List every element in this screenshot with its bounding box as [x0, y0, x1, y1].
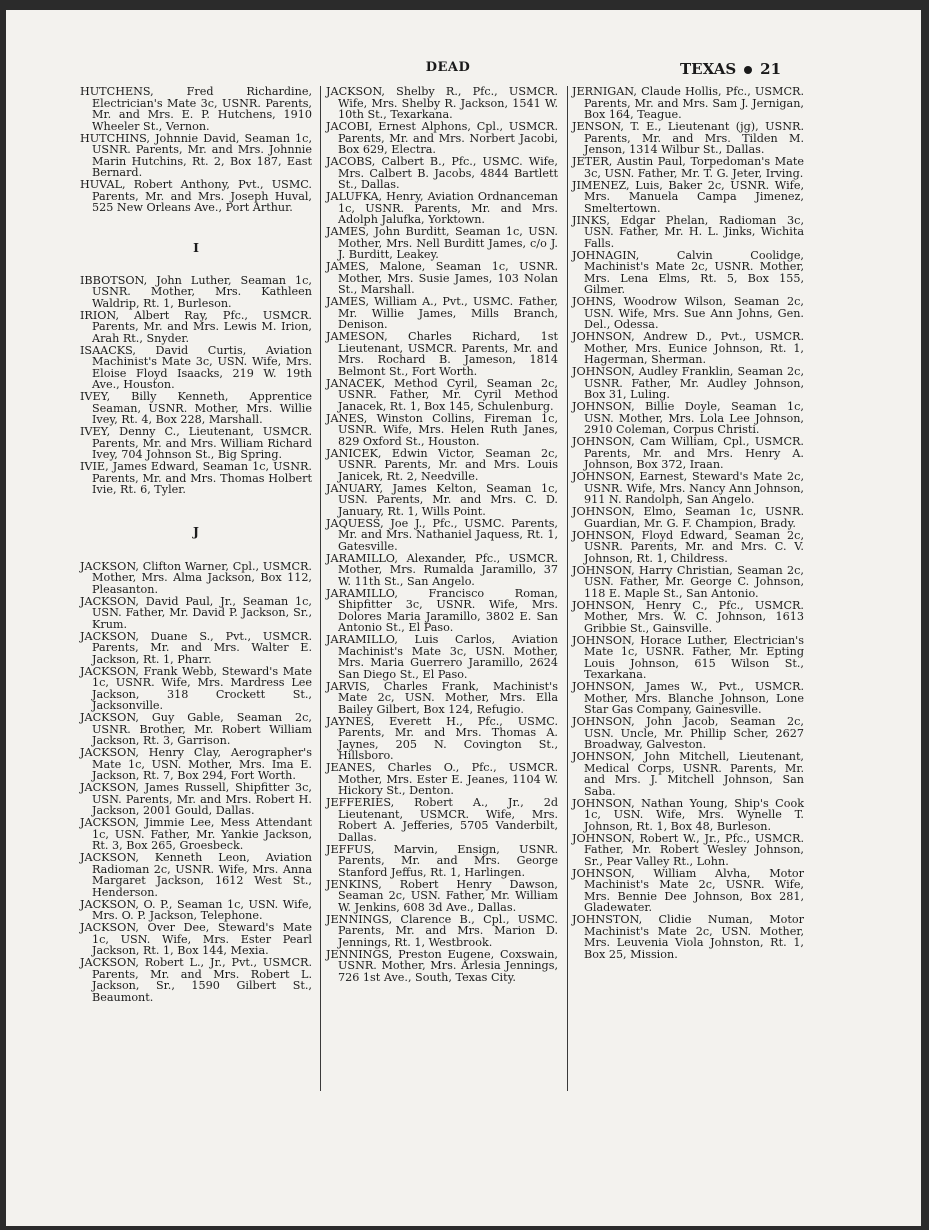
casualty-entry: IBBOTSON, John Luther, Seaman 1c, USNR. Mother, Mrs. Kathleen Waldrip, Rt. 1, Burleson. — [80, 273, 312, 310]
casualty-entry: JEANES, Charles O., Pfc., USMCR. Mother, Mrs. Ester E. Jeanes, 1104 W. Hickory St., Denton. — [326, 761, 558, 797]
casualty-entry: JACKSON, Jimmie Lee, Mess Attendant 1c, USN. Father, Mr. Yankie Jackson, Rt. 3, Box 265, Groesbeck. — [80, 816, 312, 852]
casualty-entry: JOHNSTON, Clidie Numan, Motor Machinist's Mate 2c, USN. Mother, Mrs. Leuvenia Viola Johnston, Rt. 1, Box 25, Mission. — [572, 913, 804, 961]
column-3 — [572, 86, 804, 961]
casualty-entry: IRION, Albert Ray, Pfc., USMCR. Parents, Mr. and Mrs. Lewis M. Irion, Arah Rt., Snyder. — [80, 308, 312, 345]
casualty-entry: JACKSON, Over Dee, Steward's Mate 1c, USN. Wife, Mrs. Ester Pearl Jackson, Rt. 1, Box 144, Mexia. — [80, 921, 312, 957]
casualty-entry: JACKSON, Kenneth Leon, Aviation Radioman 2c, USNR. Wife, Mrs. Anna Margaret Jackson, 1612 West St., Henderson. — [80, 851, 312, 899]
casualty-entry: HUTCHINS, Johnnie David, Seaman 1c, USNR. Parents, Mr. and Mrs. Johnnie Marin Hutchins, Rt. 2, Box 187, East Bernard. — [80, 131, 312, 179]
casualty-entry: JAMES, William A., Pvt., USMC. Father, Mr. Willie James, Mills Branch, Denison. — [326, 295, 558, 331]
bullet-dot-icon — [744, 66, 752, 74]
casualty-entry: JARAMILLO, Luis Carlos, Aviation Machinist's Mate 3c, USN. Mother, Mrs. Maria Guerrero Jaramillo, 2624 San Diego St., El Paso. — [326, 633, 558, 681]
casualty-entry: JIMENEZ, Luis, Baker 2c, USNR. Wife, Mrs. Manuela Campa Jimenez, Smeltertown. — [572, 178, 804, 215]
page-heading: DEAD — [425, 60, 471, 75]
casualty-entry: JARAMILLO, Alexander, Pfc., USMCR. Mother, Mrs. Rumalda Jaramillo, 37 W. 11th St., San Angelo. — [326, 551, 558, 588]
casualty-entry: JENNINGS, Clarence B., Cpl., USMC. Parents, Mr. and Mrs. Marion D. Jennings, Rt. 1, Westbrook. — [326, 912, 558, 949]
casualty-entry: JOHNAGIN, Calvin Coolidge, Machinist's Mate 2c, USNR. Mother, Mrs. Lena Elms, Rt. 5, Box 155, Gilmer. — [572, 248, 804, 296]
casualty-entry: JENSON, T. E., Lieutenant (jg), USNR. Parents, Mr. and Mrs. Tilden M. Jenson, 1314 Wilbur St., Dallas. — [572, 120, 804, 156]
casualty-entry: JACOBS, Calbert B., Pfc., USMC. Wife, Mrs. Calbert B. Jacobs, 4844 Bartlett St., Dallas. — [326, 155, 558, 191]
casualty-entry: JOHNSON, William Alvha, Motor Machinist's Mate 2c, USNR. Wife, Mrs. Bennie Dee Johnson, Box 281, Gladewater. — [572, 866, 804, 914]
casualty-entry: JAMES, Malone, Seaman 1c, USNR. Mother, Mrs. Susie James, 103 Nolan St., Marshall. — [326, 260, 558, 296]
casualty-entry: JACKSON, Guy Gable, Seaman 2c, USNR. Brother, Mr. Robert William Jackson, Rt. 3, Garrison. — [80, 711, 312, 747]
column-1 — [80, 86, 312, 1004]
casualty-entry: JENKINS, Robert Henry Dawson, Seaman 2c, USN. Father, Mr. William W. Jenkins, 608 3d Ave., Dallas. — [326, 877, 558, 914]
casualty-entry: JOHNSON, Elmo, Seaman 1c, USNR. Guardian, Mr. G. F. Champion, Brady. — [572, 505, 804, 530]
casualty-entry: JANACEK, Method Cyril, Seaman 2c, USNR. Father, Mr. Cyril Method Janacek, Rt. 1, Box 145, Schulenburg. — [326, 376, 558, 413]
casualty-entry: JOHNSON, John Jacob, Seaman 2c, USN. Uncle, Mr. Phillip Scher, 2627 Broadway, Galveston. — [572, 715, 804, 751]
section-letter-heading: I — [193, 239, 199, 255]
casualty-entry: JACKSON, O. P., Seaman 1c, USN. Wife, Mrs. O. P. Jackson, Telephone. — [80, 897, 312, 922]
state-name: TEXAS — [680, 60, 737, 78]
page-running-head — [680, 60, 781, 78]
casualty-entry: JOHNSON, Cam William, Cpl., USMCR. Parents, Mr. and Mrs. Henry A. Johnson, Box 372, Iraan. — [572, 435, 804, 471]
casualty-entry: JANES, Winston Collins, Fireman 1c, USNR. Wife, Mrs. Helen Ruth Janes, 829 Oxford St., Houston. — [326, 411, 558, 448]
casualty-entry: IVEY, Billy Kenneth, Apprentice Seaman, USNR. Mother, Mrs. Willie Ivey, Rt. 4, Box 228, Marshall. — [80, 390, 312, 426]
casualty-entry: JACOBI, Ernest Alphons, Cpl., USMCR. Parents, Mr. and Mrs. Norbert Jacobi, Box 629, Electra. — [326, 120, 558, 156]
casualty-entry: JARAMILLO, Francisco Roman, Shipfitter 3c, USNR. Wife, Mrs. Dolores Maria Jaramillo, 3802 E. San Antonio St., El Paso. — [326, 586, 558, 634]
casualty-entry: JAQUESS, Joe J., Pfc., USMC. Parents, Mr. and Mrs. Nathaniel Jaquess, Rt. 1, Gatesville. — [326, 516, 558, 553]
casualty-entry: ISAACKS, David Curtis, Aviation Machinist's Mate 3c, USN. Wife, Mrs. Eloise Floyd Isaacks, 219 W. 19th Ave., Houston. — [80, 343, 312, 391]
casualty-entry: HUTCHENS, Fred Richardine, Electrician's Mate 3c, USNR. Parents, Mr. and Mrs. E. P. Hutchens, 1910 Wheeler St., Vernon. — [80, 85, 312, 133]
casualty-entry: JACKSON, Clifton Warner, Cpl., USMCR. Mother, Mrs. Alma Jackson, Box 112, Pleasanton. — [80, 559, 312, 596]
section-letter-heading: J — [193, 523, 199, 539]
casualty-entry: JINKS, Edgar Phelan, Radioman 3c, USN. Father, Mr. H. L. Jinks, Wichita Falls. — [572, 213, 804, 250]
casualty-entry: JOHNSON, Andrew D., Pvt., USMCR. Mother, Mrs. Eunice Johnson, Rt. 1, Hagerman, Sherman. — [572, 330, 804, 366]
casualty-entry: JOHNSON, Audley Franklin, Seaman 2c, USNR. Father, Mr. Audley Johnson, Box 31, Luling. — [572, 365, 804, 401]
casualty-entry: JAMES, John Burditt, Seaman 1c, USN. Mother, Mrs. Nell Burditt James, c/o J. J. Burditt, Leakey. — [326, 225, 558, 261]
column-2 — [326, 86, 558, 984]
casualty-entry: JOHNSON, John Mitchell, Lieutenant, Medical Corps, USNR. Parents, Mr. and Mrs. J. Mitchell Johnson, San Saba. — [572, 750, 804, 798]
casualty-entry: JEFFUS, Marvin, Ensign, USNR. Parents, Mr. and Mrs. George Stanford Jeffus, Rt. 1, Harlingen. — [326, 842, 558, 879]
casualty-entry: JACKSON, Duane S., Pvt., USMCR. Parents, Mr. and Mrs. Walter E. Jackson, Rt. 1, Pharr. — [80, 629, 312, 666]
casualty-entry: JOHNS, Woodrow Wilson, Seaman 2c, USN. Wife, Mrs. Sue Ann Johns, Gen. Del., Odessa. — [572, 295, 804, 331]
casualty-entry: JENNINGS, Preston Eugene, Coxswain, USNR. Mother, Mrs. Arlesia Jennings, 726 1st Ave., South, Texas City. — [326, 947, 558, 984]
casualty-entry: JACKSON, Frank Webb, Steward's Mate 1c, USNR. Wife, Mrs. Mardress Lee Jackson, 318 Crockett St., Jacksonville. — [80, 664, 312, 712]
casualty-entry: JACKSON, Robert L., Jr., Pvt., USMCR. Parents, Mr. and Mrs. Robert L. Jackson, Sr., 1590 Gilbert St., Beaumont. — [80, 956, 312, 1004]
casualty-entry: JOHNSON, Henry C., Pfc., USMCR. Mother, Mrs. W. C. Johnson, 1613 Gribbie St., Gainsville. — [572, 598, 804, 635]
casualty-entry: JOHNSON, Floyd Edward, Seaman 2c, USNR. Parents, Mr. and Mrs. C. V. Johnson, Rt. 1, Childress. — [572, 528, 804, 565]
column-divider — [567, 86, 568, 1091]
casualty-entry: JOHNSON, Harry Christian, Seaman 2c, USN. Father, Mr. George C. Johnson, 118 E. Maple St., San Antonio. — [572, 563, 804, 600]
casualty-entry: JOHNSON, Earnest, Steward's Mate 2c, USNR. Wife, Mrs. Nancy Ann Johnson, 911 N. Randolph, San Angelo. — [572, 470, 804, 506]
casualty-entry: JOHNSON, Billie Doyle, Seaman 1c, USN. Mother, Mrs. Lola Lee Johnson, 2910 Coleman, Corpus Christi. — [572, 400, 804, 436]
casualty-entry: JAYNES, Everett H., Pfc., USMC. Parents, Mr. and Mrs. Thomas A. Jaynes, 205 N. Covington St., Hillsboro. — [326, 714, 558, 762]
casualty-entry: IVEY, Denny C., Lieutenant, USMCR. Parents, Mr. and Mrs. William Richard Ivey, 704 Johnson St., Big Spring. — [80, 425, 312, 461]
casualty-entry: JACKSON, Shelby R., Pfc., USMCR. Wife, Mrs. Shelby R. Jackson, 1541 W. 10th St., Texarkana. — [326, 85, 558, 121]
casualty-entry: JOHNSON, Robert W., Jr., Pfc., USMCR. Father, Mr. Robert Wesley Johnson, Sr., Pear Valley Rt., Lohn. — [572, 831, 804, 868]
casualty-entry: JOHNSON, James W., Pvt., USMCR. Mother, Mrs. Blanche Johnson, Lone Star Gas Company, Gainesville. — [572, 680, 804, 716]
casualty-entry: JACKSON, Henry Clay, Aerographer's Mate 1c, USN. Mother, Mrs. Ima E. Jackson, Rt. 7, Box 294, Fort Worth. — [80, 746, 312, 782]
casualty-entry: JAMESON, Charles Richard, 1st Lieutenant, USMCR. Parents, Mr. and Mrs. Rochard B. Jameson, 1814 Belmont St., Fort Worth. — [326, 330, 558, 378]
casualty-entry: JANICEK, Edwin Victor, Seaman 2c, USNR. Parents, Mr. and Mrs. Louis Janicek, Rt. 2, Needville. — [326, 446, 558, 483]
casualty-entry: HUVAL, Robert Anthony, Pvt., USMC. Parents, Mr. and Mrs. Joseph Huval, 525 New Orleans Ave., Port Arthur. — [80, 178, 312, 214]
casualty-entry: JACKSON, David Paul, Jr., Seaman 1c, USN. Father, Mr. David P. Jackson, Sr., Krum. — [80, 594, 312, 631]
column-divider — [320, 86, 321, 1091]
casualty-entry: IVIE, James Edward, Seaman 1c, USNR. Parents, Mr. and Mrs. Thomas Holbert Ivie, Rt. 6, Tyler. — [80, 460, 312, 496]
casualty-entry: JERNIGAN, Claude Hollis, Pfc., USMCR. Parents, Mr. and Mrs. Sam J. Jernigan, Box 164, Teague. — [572, 85, 804, 121]
casualty-entry: JALUFKA, Henry, Aviation Ordnanceman 1c, USNR. Parents, Mr. and Mrs. Adolph Jalufka, Yorktown. — [326, 190, 558, 226]
casualty-entry: JARVIS, Charles Frank, Machinist's Mate 2c, USN. Mother, Mrs. Ella Bailey Gilbert, Box 124, Refugio. — [326, 679, 558, 716]
casualty-entry: JANUARY, James Kelton, Seaman 1c, USN. Parents, Mr. and Mrs. C. D. January, Rt. 1, Wills Point. — [326, 481, 558, 518]
casualty-entry: JACKSON, James Russell, Shipfitter 3c, USN. Parents, Mr. and Mrs. Robert H. Jackson, 2001 Gould, Dallas. — [80, 781, 312, 817]
casualty-entry: JEFFERIES, Robert A., Jr., 2d Lieutenant, USMCR. Wife, Mrs. Robert A. Jefferies, 5705 Vanderbilt, Dallas. — [326, 796, 558, 844]
casualty-entry: JOHNSON, Horace Luther, Electrician's Mate 1c, USNR. Father, Mr. Epting Louis Johnson, 615 Wilson St., Texarkana. — [572, 633, 804, 681]
page-number: 21 — [760, 60, 782, 78]
casualty-entry: JOHNSON, Nathan Young, Ship's Cook 1c, USN. Wife, Mrs. Wynelle T. Johnson, Rt. 1, Box 48, Burleson. — [572, 796, 804, 833]
casualty-entry: JETER, Austin Paul, Torpedoman's Mate 3c, USN. Father, Mr. T. G. Jeter, Irving. — [572, 155, 804, 180]
